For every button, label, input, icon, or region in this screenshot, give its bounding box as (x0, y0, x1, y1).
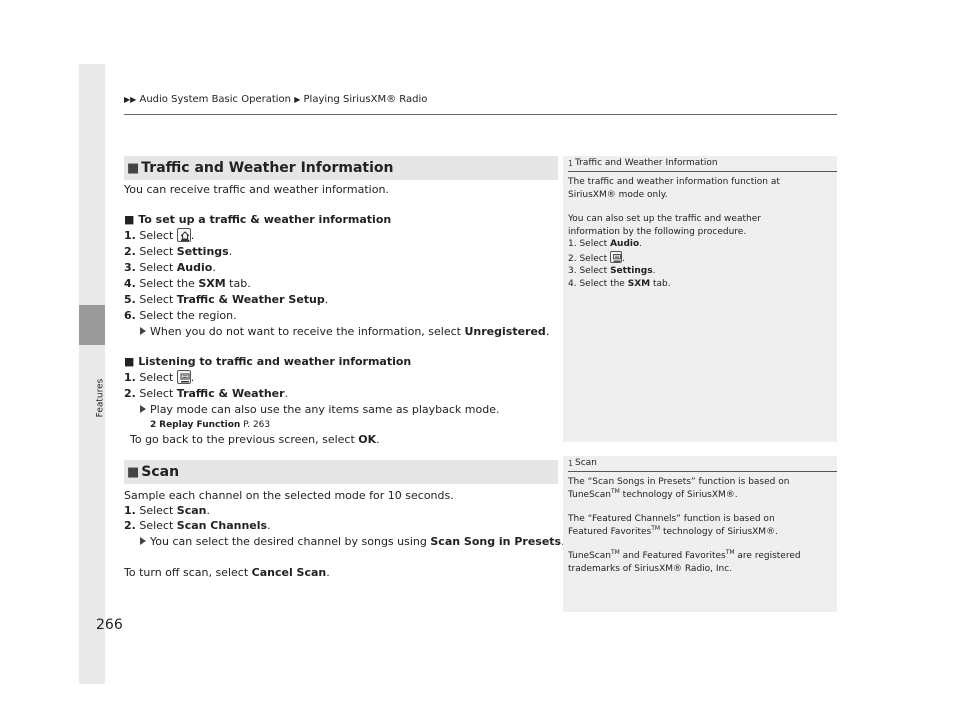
step-note: You can select the desired channel by songs using Scan Song in Presets (140, 534, 565, 550)
breadcrumb (124, 94, 427, 105)
menu-icon[interactable] (177, 370, 191, 384)
page-number: 266 (96, 617, 123, 633)
reference-icon: 2 (150, 420, 157, 430)
step-item: 3. Select Audio. (124, 261, 216, 274)
home-icon[interactable] (177, 228, 191, 242)
traffic-body (124, 182, 564, 452)
chapter-marker (79, 305, 105, 345)
turnoff-instruction: To turn off scan, select Cancel Scan. (124, 566, 330, 579)
arrow-icon (140, 327, 146, 335)
chapter-label: Features (95, 378, 106, 418)
step-note: Play mode can also use the any items same as playback mode. (140, 402, 500, 418)
step-item: 2. Select Scan Channels. (124, 519, 271, 532)
step-item: 4. Select the SXM tab. (124, 277, 251, 290)
section-square-icon: ■ (127, 160, 140, 176)
arrow-icon (140, 537, 146, 545)
step-item: 6. Select the region. (124, 309, 237, 322)
arrow-icon (140, 405, 146, 413)
step-item: 1. Select . (124, 229, 195, 242)
chapter-sidebar (79, 64, 105, 684)
section-header-scan (124, 460, 558, 484)
step-note: When you do not want to receive the information, select Unregistered. (140, 324, 549, 340)
breadcrumb-item[interactable]: Audio System Basic Operation (139, 94, 291, 105)
step-item: 1. Select Scan. (124, 504, 210, 517)
sidenote-rule (568, 471, 837, 472)
cross-reference[interactable]: 2 Replay Function P. 263 (150, 420, 271, 430)
section-title: Traffic and Weather Information (141, 160, 394, 176)
intro-text: Sample each channel on the selected mode for 10 seconds. (124, 489, 454, 502)
subheading: ■ To set up a traffic & weather information (124, 213, 392, 226)
sidenote-scan (563, 456, 837, 612)
step-item: 2. Select Settings. (124, 245, 233, 258)
sidenote-traffic (563, 156, 837, 442)
subheading: ■ Listening to traffic and weather information (124, 355, 412, 368)
breadcrumb-arrow-icon: ▶▶ (124, 95, 137, 104)
back-instruction: To go back to the previous screen, select OK. (130, 433, 380, 446)
sidenote-heading: 1 Scan (568, 458, 597, 468)
sidenote-heading: 1 Traffic and Weather Information (568, 158, 718, 168)
breadcrumb-item[interactable]: Playing SiriusXM® Radio (303, 94, 428, 105)
sidenote-text: The traffic and weather information function at SiriusXM® mode only. You can also set up the traffic and weather information by the following procedure. 1. Select Audio. 2. Select . 3. Select Settings. 4. Select the SXM tab. (568, 177, 780, 289)
sidenote-rule (568, 171, 837, 172)
section-header-traffic (124, 156, 558, 180)
step-item: 5. Select Traffic & Weather Setup. (124, 293, 329, 306)
step-item: 2. Select Traffic & Weather. (124, 387, 289, 400)
header-rule (124, 114, 837, 115)
scan-body (124, 488, 564, 588)
breadcrumb-arrow-icon: ▶ (294, 95, 301, 104)
section-square-icon: ■ (127, 464, 140, 480)
section-title: Scan (141, 464, 180, 480)
menu-icon[interactable] (610, 251, 622, 263)
sidenote-text: The “Scan Songs in Presets” function is based on TuneScan™ technology of SiriusXM®. The “Featured Channels” function is based on Featured Favorites™ technology of SiriusXM®. TuneScan™ and Featured Favorites™ are registered trademarks of SiriusXM® Radio, Inc. (568, 477, 801, 574)
step-item: 1. Select . (124, 371, 195, 384)
intro-text: You can receive traffic and weather information. (124, 183, 389, 196)
